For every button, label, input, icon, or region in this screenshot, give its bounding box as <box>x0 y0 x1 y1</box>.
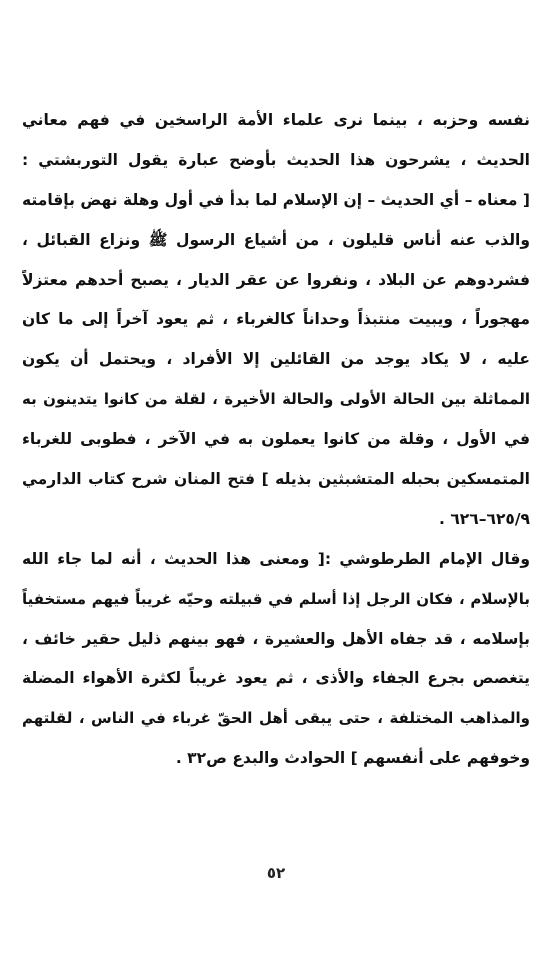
page-number: ٥٢ <box>266 864 286 882</box>
text-line: المماثلة بين الحالة الأولى والحالة الأخيرة ، لقلة من كانوا يتدينون به <box>22 390 530 409</box>
text-line: عليه ، لا يكاد يوجد من القائلين إلا الأفراد ، ويحتمل أن يكون <box>22 350 530 369</box>
text-line: وخوفهم على أنفسهم ] الحوادث والبدع ص٣٢ . <box>175 749 530 768</box>
text-line: بالإسلام ، فكان الرجل إذا أسلم في قبيلته وحيّه غريباً فيهم مستخفياً <box>22 589 530 608</box>
text-line: نفسه وحزبه ، بينما نرى علماء الأمة الراسخين في فهم معاني <box>22 111 530 129</box>
text-line: [ معناه – أي الحديث – إن الإسلام لما بدأ في أول وهلة نهض بإقامته <box>22 190 530 209</box>
text-line: بإسلامه ، قد جفاه الأهل والعشيرة ، فهو بينهم ذليل حقير خائف ، <box>22 629 530 648</box>
text-line: ٦٢٥/٩–٦٢٦ . <box>439 509 530 528</box>
text-line: الحديث ، يشرحون هذا الحديث بأوضح عبارة يقول التوربشتي : <box>22 150 530 169</box>
text-line: المتمسكين بحبله المتشبثين بذيله ] فتح المنان شرح كتاب الدارمي <box>22 470 530 489</box>
text-line: يتغصص بجرع الجفاء والأذى ، ثم يعود غريباً لكثرة الأهواء المضلة <box>22 669 530 688</box>
text-line: فشردوهم عن البلاد ، ونفروا عن عقر الديار ، يصبح أحدهم معتزلاً <box>22 270 530 289</box>
text-line: وقال الإمام الطرطوشي :[ ومعنى هذا الحديث ، أنه لما جاء الله <box>22 549 530 568</box>
body-text <box>22 104 530 782</box>
text-line: في الأول ، وقلة من كانوا يعملون به في الآخر ، فطوبى للغرباء <box>22 430 530 449</box>
text-line: والذب عنه أناس قليلون ، من أشياع الرسول ﷺ ونزاع القبائل ، <box>22 230 530 249</box>
text-line: مهجوراً ، ويبيت منتبذاً وحداناً كالغرباء ، ثم يعود آخراً إلى ما كان <box>22 310 530 329</box>
text-line: والمذاهب المختلفة ، حتى يبقى أهل الحقّ غرباء في الناس ، لقلتهم <box>22 709 530 728</box>
